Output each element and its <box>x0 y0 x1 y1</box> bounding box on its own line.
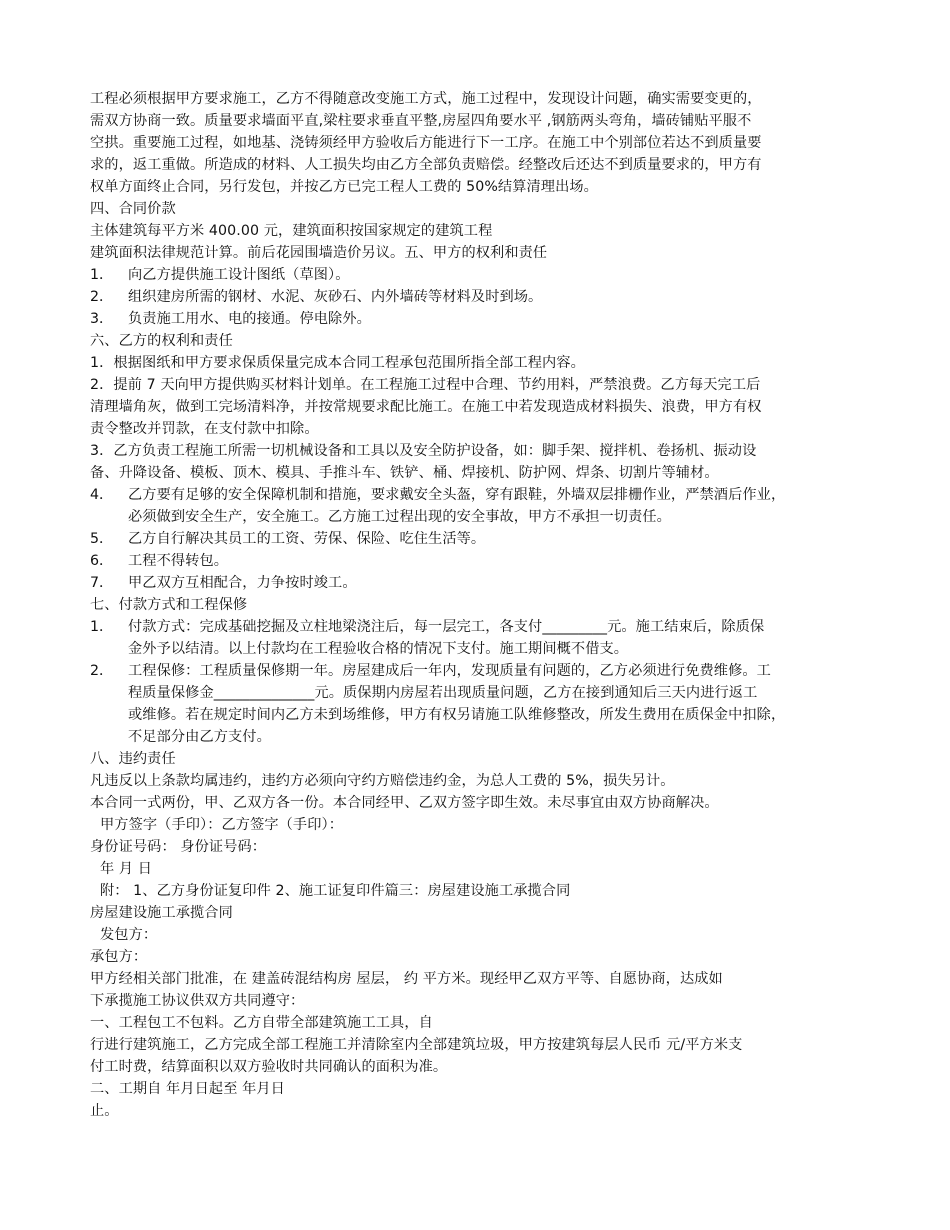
section-heading-party-b: 六、乙方的权利和责任 <box>90 333 233 349</box>
text-line: 凡违反以上条款均属违约，违约方必须向守约方赔偿违约金，为总人工费的 5%，损失另计。 <box>90 773 675 789</box>
text-line: 建筑面积法律规范计算。前后花园围墙造价另议。五、甲方的权利和责任 <box>90 245 548 261</box>
text-line: 甲方经相关部门批准，在 建盖砖混结构房 屋层， 约 平方米。现经甲乙双方平等、自愿协商，达成如 <box>90 971 723 987</box>
item-number: 4． <box>90 487 114 503</box>
text-line: 备、升降设备、模板、顶木、模具、手推斗车、铁铲、桶、焊接机、防护网、焊条、切割片等辅材。 <box>90 465 719 481</box>
text-line: 1．根据图纸和甲方要求保质保量完成本合同工程承包范围所指全部工程内容。 <box>90 355 585 371</box>
list-item: 乙方自行解决其员工的工资、劳保、保险、吃住生活等。 <box>128 531 486 547</box>
list-item: 甲乙双方互相配合，力争按时竣工。 <box>128 575 357 591</box>
contractor-line: 承包方： <box>90 949 148 965</box>
text-line: 本合同一式两份，甲、乙双方各一份。本合同经甲、乙双方签字即生效。未尽事宜由双方协商解决。 <box>90 795 719 811</box>
text-line: 工程必须根据甲方要求施工，乙方不得随意改变施工方式，施工过程中，发现设计问题，确实需要变更的， <box>90 91 762 107</box>
list-item: 付款方式：完成基础挖掘及立柱地梁浇注后，每一层完工，各支付_________元。施工结束后，除质保 <box>128 619 765 635</box>
text-line: 权单方面终止合同，另行发包，并按乙方已完工程人工费的 50%结算清理出场。 <box>90 179 598 195</box>
signature-line: 甲方签字（手印）：乙方签字（手印）： <box>100 817 343 833</box>
date-line: 年 月 日 <box>100 861 153 877</box>
item-number: 1． <box>90 619 114 635</box>
list-item: 工程保修：工程质量保修期一年。房屋建成后一年内，发现质量有问题的，乙方必须进行免费维修。工 <box>128 663 771 679</box>
section-heading-breach: 八、违约责任 <box>90 751 176 767</box>
section-heading-payment: 七、付款方式和工程保修 <box>90 597 248 613</box>
text-line: 主体建筑每平方米 400.00 元，建筑面积按国家规定的建筑工程 <box>90 223 493 239</box>
list-item-continued: 金外予以结清。以上付款均在工程验收合格的情况下支付。施工期间概不借支。 <box>128 641 629 657</box>
id-number-line: 身份证号码： 身份证号码： <box>90 839 267 855</box>
list-item: 负责施工用水、电的接通。停电除外。 <box>128 311 371 327</box>
item-number: 3． <box>90 311 114 327</box>
section-heading-price: 四、合同价款 <box>90 201 176 217</box>
text-line: 行进行建筑施工，乙方完成全部工程施工并清除室内全部建筑垃圾，甲方按建筑每层人民币 元/平方米支 <box>90 1037 743 1053</box>
attachments-line: 附： 1、乙方身份证复印件 2、施工证复印件篇三：房屋建设施工承揽合同 <box>100 883 571 899</box>
text-line: 3．乙方负责工程施工所需一切机械设备和工具以及安全防护设备，如：脚手架、搅拌机、卷扬机、振动设 <box>90 443 757 459</box>
list-item: 工程不得转包。 <box>128 553 229 569</box>
text-line: 一、工程包工不包料。乙方自带全部建筑施工工具，自 <box>90 1015 433 1031</box>
text-line: 需双方协商一致。质量要求墙面平直,梁柱要求垂直平整,房屋四角要水平 ,钢筋两头弯角，墙砖铺贴平服不 <box>90 113 752 129</box>
list-item: 组织建房所需的钢材、水泥、灰砂石、内外墙砖等材料及时到场。 <box>128 289 543 305</box>
text-line: 清理墙角灰，做到工完场清料净，并按常规要求配比施工。在施工中若发现造成材料损失、浪费，甲方有权 <box>90 399 762 415</box>
text-line: 下承揽施工协议供双方共同遵守： <box>90 993 305 1009</box>
text-line: 2．提前 7 天向甲方提供购买材料计划单。在工程施工过程中合理、节约用料，严禁浪费。乙方每天完工后 <box>90 377 761 393</box>
employer-line: 发包方： <box>100 927 158 943</box>
list-item-continued: 不足部分由乙方支付。 <box>128 729 271 745</box>
list-item-continued: 或维修。若在规定时间内乙方未到场维修，甲方有权另请施工队维修整改，所发生费用在质保金中扣除， <box>128 707 786 723</box>
item-number: 2． <box>90 289 114 305</box>
list-item: 向乙方提供施工设计图纸（草图）。 <box>128 267 350 283</box>
item-number: 2． <box>90 663 114 679</box>
text-line: 空拱。重要施工过程，如地基、浇铸须经甲方验收后方能进行下一工序。在施工中个别部位若达不到质量要 <box>90 135 762 151</box>
text-line: 责令整改并罚款，在支付款中扣除。 <box>90 421 319 437</box>
text-line: 止。 <box>90 1103 119 1119</box>
text-line: 求的，返工重做。所造成的材料、人工损失均由乙方全部负责赔偿。经整改后还达不到质量要求的，甲方有 <box>90 157 762 173</box>
list-item-continued: 程质量保修金______________元。质保期内房屋若出现质量问题，乙方在接到通知后三天内进行返工 <box>128 685 758 701</box>
text-line: 二、工期自 年月日起至 年月日 <box>90 1081 285 1097</box>
item-number: 1． <box>90 267 114 283</box>
contract-title: 房屋建设施工承揽合同 <box>90 905 233 921</box>
text-line: 付工时费，结算面积以双方验收时共同确认的面积为准。 <box>90 1059 448 1075</box>
item-number: 6． <box>90 553 114 569</box>
item-number: 5． <box>90 531 114 547</box>
list-item: 乙方要有足够的安全保障机制和措施，要求戴安全头盔，穿有跟鞋，外墙双层排栅作业，严禁酒后作业， <box>128 487 786 503</box>
list-item-continued: 必须做到安全生产，安全施工。乙方施工过程出现的安全事故，甲方不承担一切责任。 <box>128 509 671 525</box>
item-number: 7． <box>90 575 114 591</box>
